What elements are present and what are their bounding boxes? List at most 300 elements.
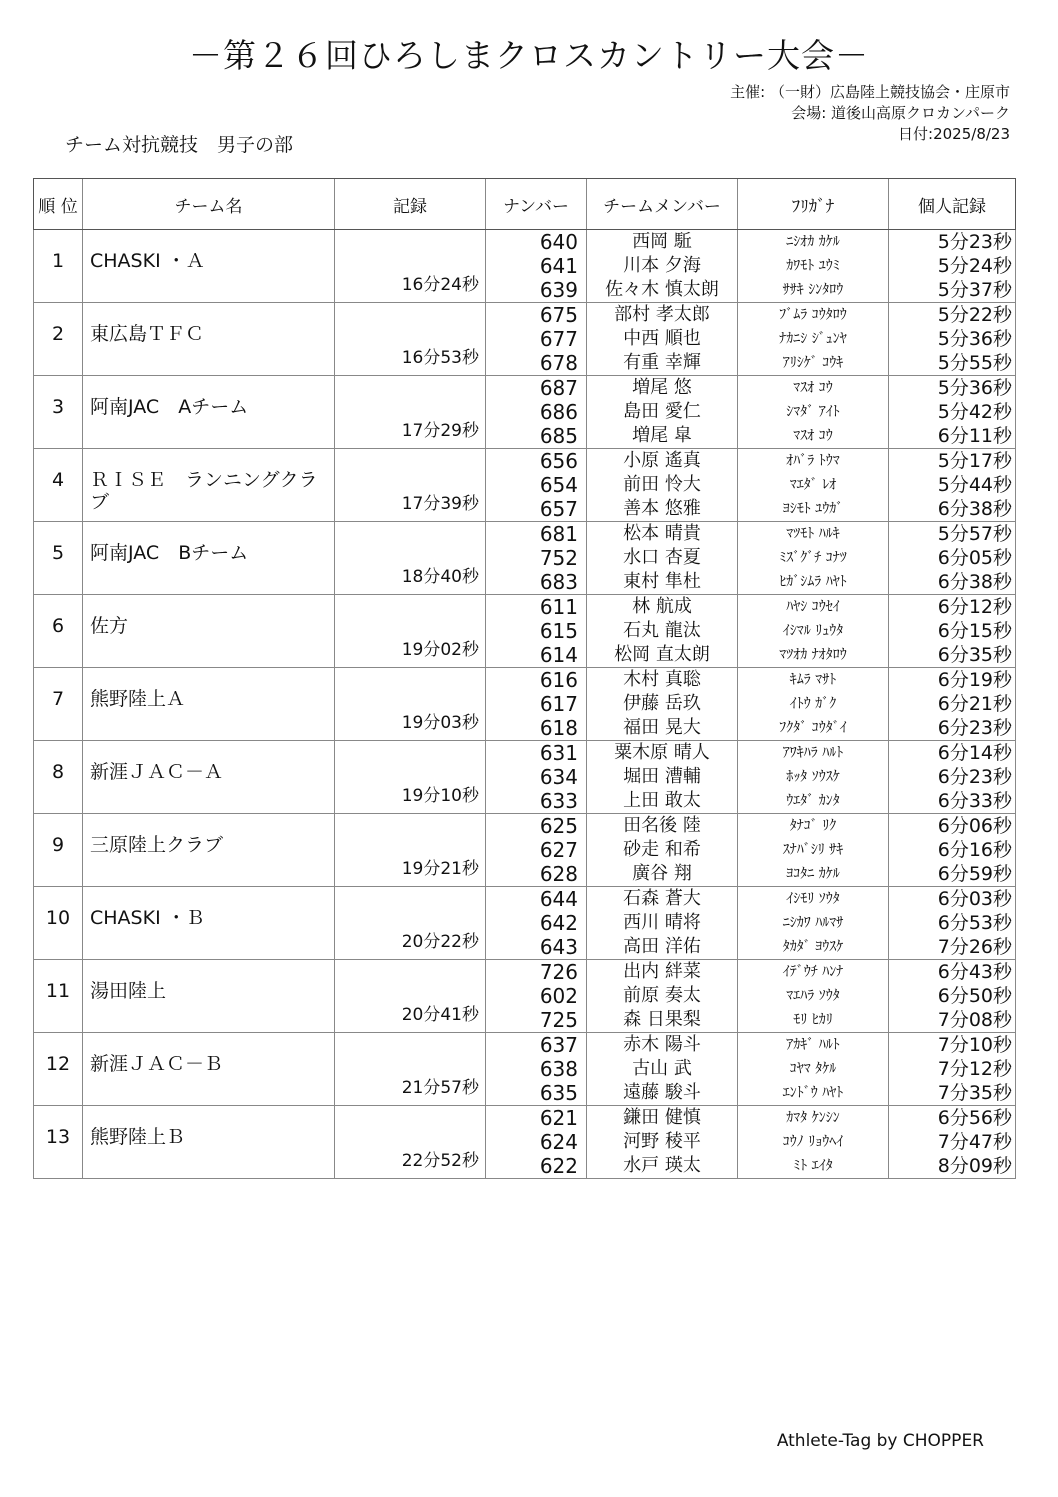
bib-number: 641 xyxy=(539,254,578,278)
team-record-cell xyxy=(335,522,486,595)
table-row xyxy=(34,230,1016,303)
table-row xyxy=(34,814,1016,887)
member-name: 西岡 駈 xyxy=(632,231,692,252)
member-name: 島田 愛仁 xyxy=(623,401,701,422)
rank-cell xyxy=(34,1033,83,1106)
member-kana: ﾀﾅｺﾞ ﾘｸ xyxy=(789,818,837,834)
results-table xyxy=(33,178,1016,1179)
member-kana-cell xyxy=(738,595,889,668)
member-kana-cell xyxy=(738,887,889,960)
team-record: 17分39秒 xyxy=(401,494,479,514)
team-record: 19分21秒 xyxy=(401,859,479,879)
team-name: 新涯ＪＡＣ－Ｂ xyxy=(90,1053,224,1075)
team-record-cell xyxy=(335,303,486,376)
team-name: 湯田陸上 xyxy=(90,980,167,1002)
team-name-cell xyxy=(83,595,335,668)
member-kana: ﾖｺﾀﾆ ｶｹﾙ xyxy=(786,866,840,882)
individual-record-cell xyxy=(889,887,1016,960)
member-kana: ﾊﾔｼ ｺｳｾｲ xyxy=(786,599,840,615)
bib-number: 640 xyxy=(539,230,578,254)
member-kana-cell xyxy=(738,668,889,741)
team-name-cell xyxy=(83,230,335,303)
individual-record: 6分06秒 xyxy=(937,815,1012,837)
individual-record: 6分14秒 xyxy=(937,742,1012,764)
individual-record: 6分23秒 xyxy=(937,717,1012,739)
member-kana: ﾏｽｵ ｺｳ xyxy=(793,428,833,444)
member-kana: ﾎｯﾀ ｿｳｽｹ xyxy=(786,769,840,785)
member-name-cell xyxy=(587,814,738,887)
team-record-cell xyxy=(335,449,486,522)
team-record-cell xyxy=(335,595,486,668)
member-name: 河野 稜平 xyxy=(623,1131,701,1152)
team-record: 19分03秒 xyxy=(401,713,479,733)
member-kana: ｶﾏﾀ ｹﾝｼﾝ xyxy=(786,1110,840,1126)
team-record-cell xyxy=(335,960,486,1033)
member-kana: ﾋｶﾞｼﾑﾗ ﾊﾔﾄ xyxy=(779,574,847,590)
member-name: 小原 遙真 xyxy=(623,450,701,471)
team-name-cell xyxy=(83,814,335,887)
team-name-cell xyxy=(83,522,335,595)
member-kana: ｵﾊﾞﾗ ﾄｳﾏ xyxy=(786,453,840,469)
member-name-cell xyxy=(587,960,738,1033)
team-record-cell xyxy=(335,741,486,814)
member-name-cell xyxy=(587,376,738,449)
individual-record-cell xyxy=(889,376,1016,449)
footer-credit: Athlete-Tag by CHOPPER xyxy=(776,1431,984,1451)
individual-record: 6分11秒 xyxy=(937,425,1012,447)
member-kana-cell xyxy=(738,960,889,1033)
bib-number: 635 xyxy=(539,1081,578,1105)
results-body xyxy=(34,230,1016,1179)
member-kana: ﾆｼｵｶ ｶｹﾙ xyxy=(786,234,840,250)
individual-record: 5分44秒 xyxy=(937,474,1012,496)
rank-value: 12 xyxy=(45,1053,71,1075)
bib-number: 611 xyxy=(539,595,578,619)
member-kana: ｱｶｷﾞ ﾊﾙﾄ xyxy=(786,1037,840,1053)
header-members: チームメンバー xyxy=(587,179,738,230)
member-kana: ｶﾜﾓﾄ ﾕｳﾐ xyxy=(786,258,840,274)
member-kana-cell xyxy=(738,376,889,449)
rank-cell xyxy=(34,595,83,668)
team-record-cell xyxy=(335,814,486,887)
team-name: 熊野陸上Ｂ xyxy=(90,1126,186,1148)
header-team: チーム名 xyxy=(83,179,335,230)
team-name: ＲＩＳＥ ランニングクラブ xyxy=(90,469,318,513)
member-kana: ﾆｼｶﾜ ﾊﾙﾏｻ xyxy=(782,915,844,931)
rank-value: 8 xyxy=(51,761,65,783)
bib-number-cell xyxy=(486,960,587,1033)
rank-value: 13 xyxy=(45,1126,71,1148)
member-name-cell xyxy=(587,741,738,814)
member-kana: ﾖｼﾓﾄ ﾕｳｶﾞ xyxy=(782,501,844,517)
team-record-cell xyxy=(335,376,486,449)
member-name: 高田 洋佑 xyxy=(623,936,701,957)
team-record: 19分10秒 xyxy=(401,786,479,806)
member-name: 古山 武 xyxy=(632,1058,692,1079)
team-record: 19分02秒 xyxy=(401,640,479,660)
table-row xyxy=(34,741,1016,814)
bib-number-cell xyxy=(486,1106,587,1179)
member-name: 上田 敢太 xyxy=(623,790,701,811)
individual-record: 6分56秒 xyxy=(937,1107,1012,1129)
bib-number: 643 xyxy=(539,935,578,959)
bib-number: 752 xyxy=(539,546,578,570)
member-name: 廣谷 翔 xyxy=(632,863,692,884)
team-name: 新涯ＪＡＣ－Ａ xyxy=(90,761,224,783)
bib-number: 634 xyxy=(539,765,578,789)
individual-record: 7分10秒 xyxy=(937,1034,1012,1056)
bib-number-cell xyxy=(486,595,587,668)
member-kana: ﾓﾘ ﾋｶﾘ xyxy=(793,1012,833,1028)
member-name: 川本 夕海 xyxy=(623,255,701,276)
table-row xyxy=(34,668,1016,741)
team-name: 阿南JAC Aチーム xyxy=(90,396,249,418)
bib-number-cell xyxy=(486,376,587,449)
header-record: 記録 xyxy=(335,179,486,230)
team-name-cell xyxy=(83,1033,335,1106)
header-rank: 順 位 xyxy=(34,179,83,230)
team-name: CHASKI ・Ａ xyxy=(90,250,205,272)
member-kana: ﾏｴﾀﾞ ﾚｵ xyxy=(789,477,837,493)
individual-record: 5分36秒 xyxy=(937,377,1012,399)
member-name: 木村 真聡 xyxy=(623,669,701,690)
member-name: 松本 晴貴 xyxy=(623,523,701,544)
bib-number: 625 xyxy=(539,814,578,838)
rank-value: 11 xyxy=(45,980,71,1002)
team-name-cell xyxy=(83,449,335,522)
rank-cell xyxy=(34,376,83,449)
rank-cell xyxy=(34,668,83,741)
member-kana: ｲｼﾓﾘ ｿｳﾀ xyxy=(786,891,840,907)
member-name: 石丸 龍汰 xyxy=(623,620,701,641)
team-record-cell xyxy=(335,668,486,741)
rank-cell xyxy=(34,960,83,1033)
member-name: 砂走 和希 xyxy=(623,839,701,860)
member-name: 粟木原 晴人 xyxy=(614,742,710,763)
bib-number: 686 xyxy=(539,400,578,424)
individual-record: 6分16秒 xyxy=(937,839,1012,861)
member-kana-cell xyxy=(738,814,889,887)
member-name: 佐々木 慎太朗 xyxy=(605,279,719,300)
member-kana-cell xyxy=(738,522,889,595)
table-row xyxy=(34,376,1016,449)
bib-number: 624 xyxy=(539,1130,578,1154)
event-date: 日付:2025/8/23 xyxy=(898,125,1010,143)
rank-value: 7 xyxy=(51,688,65,710)
individual-record: 8分09秒 xyxy=(937,1155,1012,1177)
individual-record: 6分12秒 xyxy=(937,596,1012,618)
member-name: 堀田 漕輔 xyxy=(623,766,701,787)
member-kana-cell xyxy=(738,1106,889,1179)
organizer: 主催: （一財）広島陸上競技協会・庄原市 xyxy=(730,83,1010,101)
bib-number: 687 xyxy=(539,376,578,400)
bib-number: 633 xyxy=(539,789,578,813)
bib-number: 621 xyxy=(539,1106,578,1130)
team-name: 三原陸上クラブ xyxy=(90,834,224,856)
team-record: 20分22秒 xyxy=(401,932,479,952)
event-info xyxy=(730,82,1010,145)
member-name-cell xyxy=(587,887,738,960)
team-name-cell xyxy=(83,376,335,449)
bib-number-cell xyxy=(486,668,587,741)
member-kana-cell xyxy=(738,1033,889,1106)
individual-record-cell xyxy=(889,814,1016,887)
rank-cell xyxy=(34,303,83,376)
member-kana: ｽﾅﾊﾞｼﾘ ｻｷ xyxy=(782,842,844,858)
team-record: 22分52秒 xyxy=(401,1151,479,1171)
header-row xyxy=(34,179,1016,230)
bib-number: 602 xyxy=(539,984,578,1008)
team-record: 18分40秒 xyxy=(401,567,479,587)
bib-number: 638 xyxy=(539,1057,578,1081)
member-kana: ｷﾑﾗ ﾏｻﾄ xyxy=(789,672,837,688)
individual-record-cell xyxy=(889,668,1016,741)
table-row xyxy=(34,1106,1016,1179)
individual-record: 6分38秒 xyxy=(937,498,1012,520)
member-name: 出内 絆菜 xyxy=(623,961,701,982)
bib-number: 675 xyxy=(539,303,578,327)
member-kana: ﾀｶﾀﾞ ﾖｳｽｹ xyxy=(782,939,844,955)
team-name: 熊野陸上Ａ xyxy=(90,688,186,710)
member-name: 増尾 悠 xyxy=(632,377,692,398)
individual-record: 6分43秒 xyxy=(937,961,1012,983)
rank-value: 2 xyxy=(51,323,65,345)
member-name: 松岡 直太朗 xyxy=(614,644,710,665)
individual-record: 5分17秒 xyxy=(937,450,1012,472)
individual-record: 6分05秒 xyxy=(937,547,1012,569)
member-name: 伊藤 岳玖 xyxy=(623,693,701,714)
rank-cell xyxy=(34,522,83,595)
individual-record-cell xyxy=(889,960,1016,1033)
bib-number: 617 xyxy=(539,692,578,716)
team-name-cell xyxy=(83,741,335,814)
member-name: 前田 怜大 xyxy=(623,474,701,495)
rank-value: 1 xyxy=(51,250,65,272)
member-name: 石森 蒼大 xyxy=(623,888,701,909)
team-name: 佐方 xyxy=(90,615,129,637)
bib-number: 631 xyxy=(539,741,578,765)
bib-number: 642 xyxy=(539,911,578,935)
team-record-cell xyxy=(335,1033,486,1106)
member-kana: ｻｻｷ ｼﾝﾀﾛｳ xyxy=(782,282,844,298)
member-kana: ﾏｽｵ ｺｳ xyxy=(793,380,833,396)
rank-cell xyxy=(34,887,83,960)
member-name: 西川 晴将 xyxy=(623,912,701,933)
header-number: ナンバー xyxy=(486,179,587,230)
member-name: 赤木 陽斗 xyxy=(623,1034,701,1055)
member-name: 善本 悠雅 xyxy=(623,498,701,519)
individual-record: 7分12秒 xyxy=(937,1058,1012,1080)
individual-record-cell xyxy=(889,1106,1016,1179)
member-kana: ｺﾔﾏ ﾀｹﾙ xyxy=(789,1061,837,1077)
individual-record-cell xyxy=(889,522,1016,595)
rank-value: 5 xyxy=(51,542,65,564)
bib-number: 639 xyxy=(539,278,578,302)
bib-number: 685 xyxy=(539,424,578,448)
member-name-cell xyxy=(587,1106,738,1179)
individual-record: 6分53秒 xyxy=(937,912,1012,934)
member-kana: ﾌｸﾀﾞ ｺｳﾀﾞｲ xyxy=(779,720,847,736)
bib-number: 656 xyxy=(539,449,578,473)
member-kana: ﾏﾂｵｶ ﾅｵﾀﾛｳ xyxy=(779,647,847,663)
team-record: 16分53秒 xyxy=(401,348,479,368)
team-record-cell xyxy=(335,887,486,960)
team-record: 20分41秒 xyxy=(401,1005,479,1025)
bib-number: 644 xyxy=(539,887,578,911)
individual-record: 6分35秒 xyxy=(937,644,1012,666)
team-record: 21分57秒 xyxy=(401,1078,479,1098)
member-name: 中西 順也 xyxy=(623,328,701,349)
member-name-cell xyxy=(587,595,738,668)
member-kana: ｳｴﾀﾞ ｶﾝﾀ xyxy=(786,793,840,809)
member-kana: ｺｳﾉ ﾘｮｳﾍｲ xyxy=(782,1134,844,1150)
individual-record: 6分23秒 xyxy=(937,766,1012,788)
member-kana-cell xyxy=(738,230,889,303)
individual-record: 5分23秒 xyxy=(937,231,1012,253)
team-name-cell xyxy=(83,303,335,376)
bib-number-cell xyxy=(486,230,587,303)
member-name: 東村 隼杜 xyxy=(623,571,701,592)
rank-value: 10 xyxy=(45,907,71,929)
team-name-cell xyxy=(83,960,335,1033)
individual-record: 5分24秒 xyxy=(937,255,1012,277)
team-name: 阿南JAC Bチーム xyxy=(90,542,249,564)
rank-cell xyxy=(34,230,83,303)
member-kana: ｼﾏﾀﾞ ｱｲﾄ xyxy=(786,404,840,420)
table-row xyxy=(34,1033,1016,1106)
bib-number-cell xyxy=(486,887,587,960)
individual-record: 7分26秒 xyxy=(937,936,1012,958)
individual-record: 5分57秒 xyxy=(937,523,1012,545)
member-name: 水戸 瑛太 xyxy=(623,1155,701,1176)
team-name-cell xyxy=(83,668,335,741)
bib-number-cell xyxy=(486,522,587,595)
individual-record: 7分08秒 xyxy=(937,1009,1012,1031)
member-name: 水口 杏夏 xyxy=(623,547,701,568)
individual-record: 6分15秒 xyxy=(937,620,1012,642)
venue: 会場: 道後山高原クロカンパーク xyxy=(791,104,1010,122)
member-name-cell xyxy=(587,522,738,595)
individual-record: 7分35秒 xyxy=(937,1082,1012,1104)
individual-record: 6分03秒 xyxy=(937,888,1012,910)
rank-value: 4 xyxy=(51,469,65,491)
member-kana-cell xyxy=(738,449,889,522)
individual-record: 5分36秒 xyxy=(937,328,1012,350)
member-kana: ｲﾄｳ ｶﾞｸ xyxy=(789,696,837,712)
individual-record: 6分33秒 xyxy=(937,790,1012,812)
individual-record: 5分55秒 xyxy=(937,352,1012,374)
bib-number-cell xyxy=(486,814,587,887)
individual-record-cell xyxy=(889,303,1016,376)
individual-record-cell xyxy=(889,230,1016,303)
table-row xyxy=(34,887,1016,960)
team-record: 17分29秒 xyxy=(401,421,479,441)
member-kana: ﾌﾞﾑﾗ ｺｳﾀﾛｳ xyxy=(779,307,847,323)
bib-number: 678 xyxy=(539,351,578,375)
table-row xyxy=(34,449,1016,522)
team-name: CHASKI ・Ｂ xyxy=(90,907,205,929)
team-record-cell xyxy=(335,230,486,303)
team-record: 16分24秒 xyxy=(401,275,479,295)
bib-number: 637 xyxy=(539,1033,578,1057)
page-title: －第２６回ひろしまクロスカントリー大会－ xyxy=(189,36,869,75)
header-kana: ﾌﾘｶﾞﾅ xyxy=(738,179,889,230)
team-record-cell xyxy=(335,1106,486,1179)
individual-record: 6分59秒 xyxy=(937,863,1012,885)
bib-number: 627 xyxy=(539,838,578,862)
bib-number-cell xyxy=(486,303,587,376)
individual-record-cell xyxy=(889,449,1016,522)
bib-number-cell xyxy=(486,1033,587,1106)
individual-record: 5分37秒 xyxy=(937,279,1012,301)
bib-number: 657 xyxy=(539,497,578,521)
member-name: 田名後 陸 xyxy=(623,815,701,836)
member-kana: ﾏｴﾊﾗ ｿｳﾀ xyxy=(786,988,840,1004)
rank-cell xyxy=(34,1106,83,1179)
table-row xyxy=(34,960,1016,1033)
table-row xyxy=(34,303,1016,376)
rank-value: 6 xyxy=(51,615,65,637)
member-name: 鎌田 健慎 xyxy=(623,1107,701,1128)
bib-number: 616 xyxy=(539,668,578,692)
individual-record-cell xyxy=(889,1033,1016,1106)
team-name: 東広島ＴＦＣ xyxy=(90,323,205,345)
individual-record: 7分47秒 xyxy=(937,1131,1012,1153)
member-kana: ｲﾃﾞｳﾁ ﾊﾝﾅ xyxy=(782,964,844,980)
individual-record: 5分42秒 xyxy=(937,401,1012,423)
member-kana: ｱﾜｷﾊﾗ ﾊﾙﾄ xyxy=(782,745,844,761)
member-name-cell xyxy=(587,303,738,376)
individual-record: 6分19秒 xyxy=(937,669,1012,691)
member-name: 森 日果梨 xyxy=(623,1009,701,1030)
bib-number: 681 xyxy=(539,522,578,546)
bib-number: 628 xyxy=(539,862,578,886)
member-kana-cell xyxy=(738,303,889,376)
bib-number: 677 xyxy=(539,327,578,351)
member-name: 部村 孝太郎 xyxy=(614,304,710,325)
table-row xyxy=(34,595,1016,668)
member-kana: ﾐｽﾞｸﾞﾁ ｺﾅﾂ xyxy=(779,550,847,566)
member-kana: ﾏﾂﾓﾄ ﾊﾙｷ xyxy=(786,526,840,542)
bib-number-cell xyxy=(486,449,587,522)
individual-record-cell xyxy=(889,595,1016,668)
team-name-cell xyxy=(83,1106,335,1179)
bib-number-cell xyxy=(486,741,587,814)
table-row xyxy=(34,522,1016,595)
rank-cell xyxy=(34,741,83,814)
individual-record-cell xyxy=(889,741,1016,814)
member-name: 増尾 皐 xyxy=(632,425,692,446)
rank-cell xyxy=(34,814,83,887)
member-name: 林 航成 xyxy=(632,596,692,617)
bib-number: 618 xyxy=(539,716,578,740)
rank-value: 9 xyxy=(51,834,65,856)
individual-record: 5分22秒 xyxy=(937,304,1012,326)
bib-number: 622 xyxy=(539,1154,578,1178)
bib-number: 725 xyxy=(539,1008,578,1032)
bib-number: 615 xyxy=(539,619,578,643)
rank-cell xyxy=(34,449,83,522)
member-kana: ﾅｶﾆｼ ｼﾞｭﾝﾔ xyxy=(779,331,847,347)
member-name: 遠藤 駿斗 xyxy=(623,1082,701,1103)
team-name-cell xyxy=(83,887,335,960)
member-kana-cell xyxy=(738,741,889,814)
bib-number: 726 xyxy=(539,960,578,984)
member-name: 前原 奏太 xyxy=(623,985,701,1006)
member-name: 福田 晃大 xyxy=(623,717,701,738)
header-individual: 個人記録 xyxy=(889,179,1016,230)
member-name-cell xyxy=(587,668,738,741)
